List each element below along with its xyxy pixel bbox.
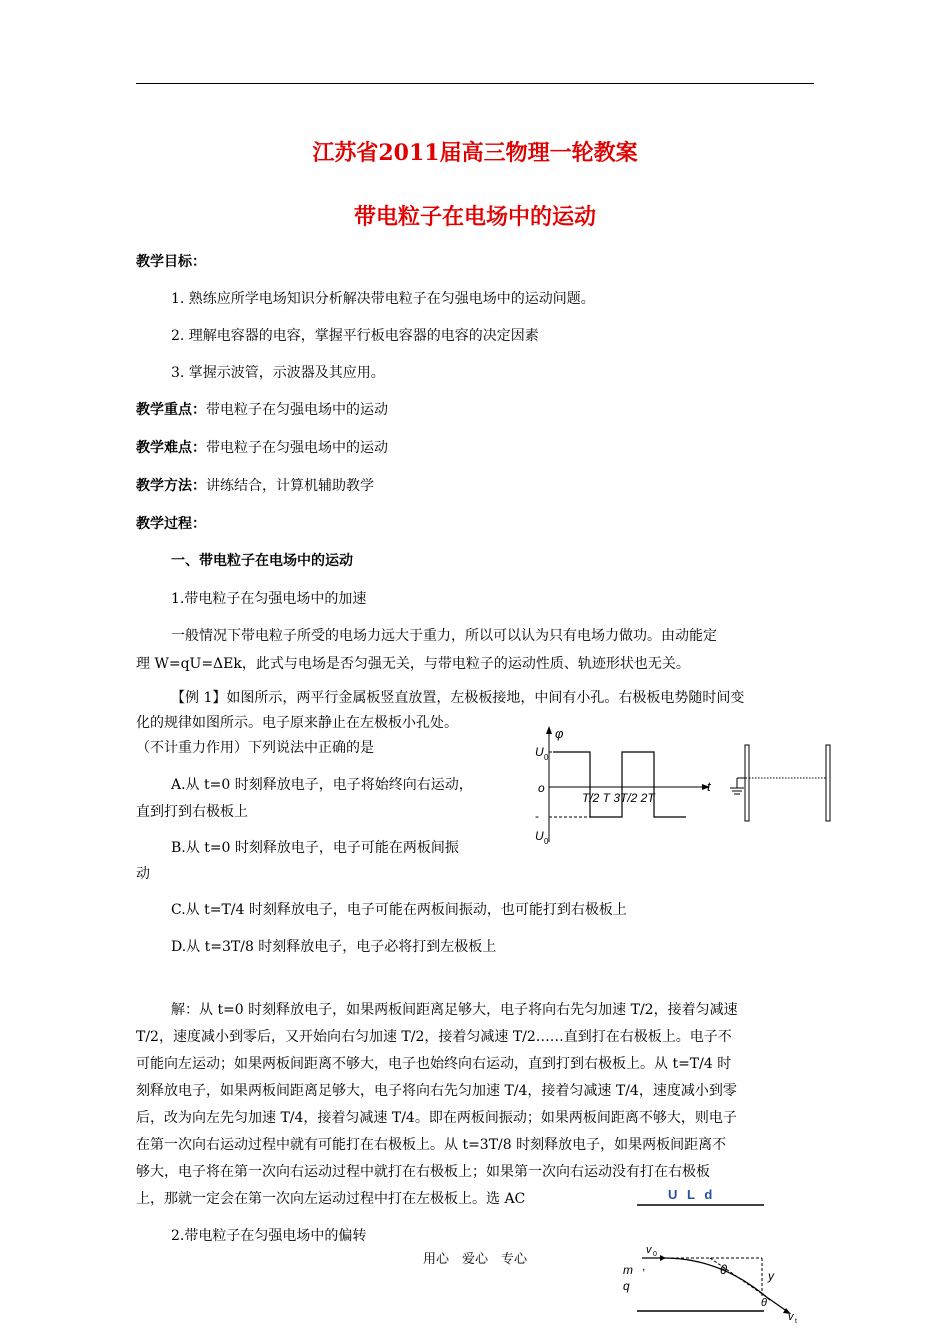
goal-item-3: 3. 掌握示波管，示波器及其应用。 (171, 365, 385, 381)
y-axis-arrow-icon (546, 726, 552, 734)
difficulty-text: 带电粒子在匀强电场中的运动 (206, 440, 388, 456)
square-wave (553, 752, 686, 817)
goal-item-2: 2. 理解电容器的电容，掌握平行板电容器的电容的决定因素 (171, 328, 539, 344)
footer-text: 用心 爱心 专心 (422, 1252, 527, 1267)
section1-sub2: 2.带电粒子在匀强电场中的偏转 (171, 1228, 367, 1244)
option-c: C.从 t=T/4 时刻释放电子，电子可能在两板间振动，也可能打到右极板上 (171, 902, 627, 918)
section1-sub1: 1.带电粒子在匀强电场中的加速 (171, 591, 367, 607)
neg-sign: - (535, 809, 539, 823)
key-point-label: 教学重点： (136, 402, 206, 418)
method-label: 教学方法： (136, 478, 206, 494)
option-a-line-1: A.从 t=0 时刻释放电子，电子将始终向右运动， (171, 777, 473, 793)
example-line-3: （不计重力作用）下列说法中正确的是 (136, 740, 374, 756)
page-subtitle: 带电粒子在电场中的运动 (353, 204, 596, 230)
solution-line-2: T/2，速度减小到零后，又开始向右匀加速 T/2，接着匀减速 T/2……直到打在右极板上。电子不 (136, 1029, 732, 1045)
solution-line-4: 刻释放电子，如果两板间距离足够大，电子将向右先匀加速 T/4，接着匀减速 T/4，速度减小到零 (136, 1083, 737, 1099)
solution-line-6: 在第一次向右运动过程中就有可能打在右极板上。从 t=3T/8 时刻释放电子，如果两板间距离不 (136, 1137, 727, 1153)
difficulty (136, 438, 388, 458)
solution-line-1: 解：从 t=0 时刻释放电子，如果两板间距离足够大，电子将向右先匀加速 T/2，接着匀减速 (171, 1002, 738, 1018)
intro-line-1: 一般情况下带电粒子所受的电场力远大于重力，所以可以认为只有电场力做功。由动能定 (171, 628, 717, 644)
example-line-2: 化的规律如图所示。电子原来静止在左极板小孔处。 (136, 715, 458, 731)
difficulty-label: 教学难点： (136, 440, 206, 456)
solution-line-7: 够大，电子将在第一次向右运动过程中就打在右极板上；如果第一次向右运动没有打在右极板 (136, 1164, 710, 1180)
header-rule (136, 83, 814, 84)
m-label: m (623, 1263, 633, 1277)
key-point (136, 400, 388, 420)
solution-line-5: 后，改为向左先匀加速 T/4，接着匀减速 T/4。即在两板间振动；如果两板间距离不够大，则电子 (136, 1110, 737, 1126)
uld-label: U L d (668, 1187, 716, 1202)
solution-line-8: 上，那就一定会在第一次向左运动过程中打在左极板上。选 AC (136, 1191, 526, 1207)
example-line-1: 【例 1】如图所示，两平行金属板竖直放置，左极板接地，中间有小孔。右极板电势随时间变 (171, 690, 745, 706)
comma-label: , (642, 1259, 646, 1273)
option-d: D.从 t=3T/8 时刻释放电子，电子必将打到左极板上 (171, 939, 497, 955)
origin-label: o (538, 781, 545, 795)
goal-item-1: 1. 熟练应所学电场知识分析解决带电粒子在匀强电场中的运动问题。 (171, 291, 595, 307)
tick-labels: T/2 T 3T/2 2T (582, 791, 655, 805)
option-b-line-2: 动 (136, 866, 150, 882)
u0-bottom-sub: 0 (544, 837, 549, 846)
phi-label: φ (555, 726, 564, 741)
v0-label: v (646, 1244, 652, 1256)
section1-heading: 一、带电粒子在电场中的运动 (171, 553, 353, 569)
u0-top-sub: 0 (544, 753, 549, 762)
page-title: 江苏省2011届高三物理一轮教案 (312, 140, 638, 166)
u0-bottom-label: U (535, 829, 544, 843)
theta-label: θ (720, 1262, 728, 1277)
method (136, 476, 374, 496)
key-point-text: 带电粒子在匀强电场中的运动 (206, 402, 388, 418)
vt-sub: t (795, 1318, 797, 1325)
t-axis-label: t (707, 779, 711, 794)
option-b-line-1: B.从 t=0 时刻释放电子，电子可能在两板间振 (171, 840, 459, 856)
solution-line-3: 可能向左运动；如果两板间距离不够大，电子也始终向右运动，直到打到右极板上。从 t=T/4 时 (136, 1056, 732, 1072)
option-a-line-2: 直到打到右极板上 (136, 804, 248, 820)
intro-line-2: 理 W=qU=ΔEk，此式与电场是否匀强无关，与带电粒子的运动性质、轨迹形状也无关。 (136, 656, 690, 672)
q-label: q (623, 1279, 630, 1293)
vt-label: v (788, 1311, 794, 1323)
goals-label: 教学目标： (136, 254, 206, 270)
y-label: y (768, 1269, 774, 1283)
theta2-label: θ (761, 1297, 767, 1309)
right-plate (826, 745, 830, 821)
u0-top-label: U (535, 745, 544, 759)
method-text: 讲练结合，计算机辅助教学 (206, 478, 374, 494)
left-plate (745, 745, 749, 821)
potential-graph (528, 722, 838, 852)
process-label: 教学过程： (136, 516, 206, 532)
v0-sub: 0 (653, 1251, 657, 1258)
